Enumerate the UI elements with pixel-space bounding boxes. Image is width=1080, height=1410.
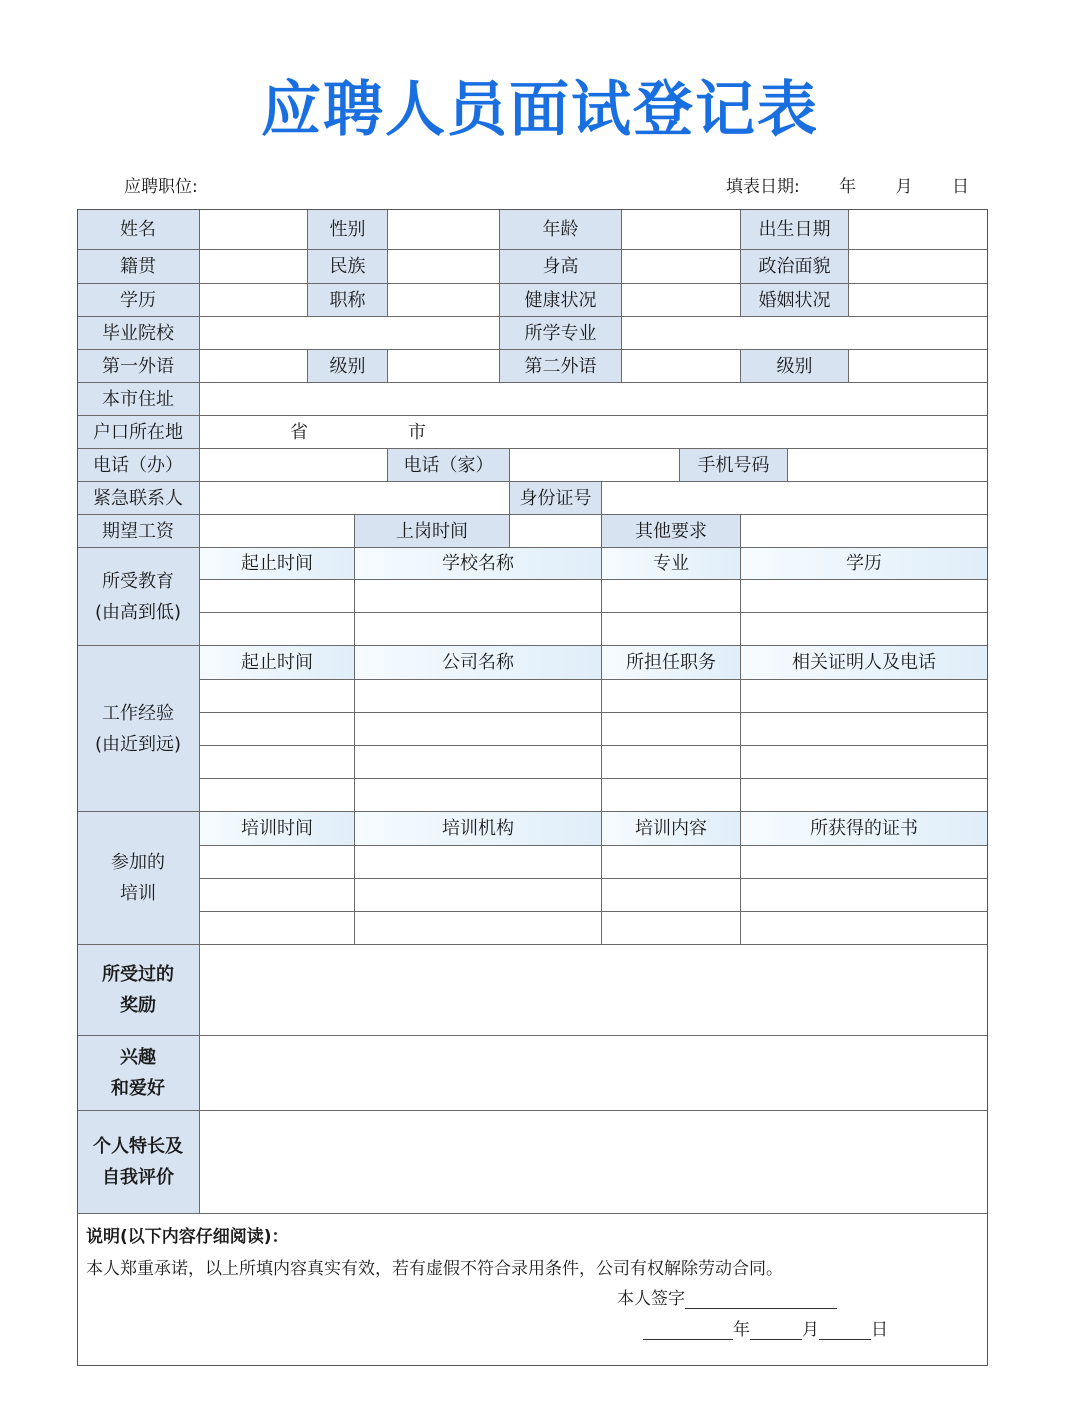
work-cell[interactable] xyxy=(741,680,988,713)
field-title[interactable] xyxy=(388,284,500,317)
field-lang1[interactable] xyxy=(200,350,308,383)
label-school: 毕业院校 xyxy=(77,317,200,350)
field-major[interactable] xyxy=(622,317,988,350)
date-month: 月 xyxy=(895,177,913,197)
registration-form xyxy=(77,209,988,1366)
training-cell[interactable] xyxy=(355,912,602,945)
training-label-2: 培训 xyxy=(120,883,156,904)
work-cell[interactable] xyxy=(200,713,355,746)
label-level1: 级别 xyxy=(308,350,388,383)
field-salary[interactable] xyxy=(200,515,355,548)
work-header: 起止时间 xyxy=(200,646,355,680)
field-height[interactable] xyxy=(622,250,741,284)
training-cell[interactable] xyxy=(355,846,602,879)
field-school[interactable] xyxy=(200,317,500,350)
work-cell[interactable] xyxy=(602,746,741,779)
field-other[interactable] xyxy=(741,515,988,548)
label-address: 本市住址 xyxy=(77,383,200,416)
field-education[interactable] xyxy=(200,284,308,317)
label-title: 职称 xyxy=(308,284,388,317)
field-level1[interactable] xyxy=(388,350,500,383)
note-title: 说明(以下内容仔细阅读)： xyxy=(86,1227,289,1247)
training-cell[interactable] xyxy=(741,879,988,912)
sign-month-field[interactable] xyxy=(750,1321,802,1340)
field-political[interactable] xyxy=(849,250,988,284)
training-label-1: 参加的 xyxy=(111,852,165,873)
training-section-label xyxy=(77,812,200,945)
label-ethnic: 民族 xyxy=(308,250,388,284)
work-cell[interactable] xyxy=(741,746,988,779)
label-name: 姓名 xyxy=(77,209,200,250)
self-eval-label-2: 自我评价 xyxy=(102,1167,174,1188)
hobbies-label-2: 和爱好 xyxy=(111,1078,165,1099)
education-label-1: 所受教育 xyxy=(102,570,174,592)
label-gender: 性别 xyxy=(308,209,388,250)
label-hukou: 户口所在地 xyxy=(77,416,200,449)
sign-year-label: 年 xyxy=(733,1320,750,1340)
field-address[interactable] xyxy=(200,383,988,416)
label-start: 上岗时间 xyxy=(355,515,510,548)
edu-cell[interactable] xyxy=(200,613,355,646)
field-birth[interactable] xyxy=(849,209,988,250)
field-phone-home[interactable] xyxy=(510,449,680,482)
edu-cell[interactable] xyxy=(355,580,602,613)
edu-header: 起止时间 xyxy=(200,548,355,580)
field-ethnic[interactable] xyxy=(388,250,500,284)
training-header: 培训内容 xyxy=(602,812,741,846)
label-id-number: 身份证号 xyxy=(510,482,602,515)
field-name[interactable] xyxy=(200,209,308,250)
work-cell[interactable] xyxy=(355,746,602,779)
training-cell[interactable] xyxy=(200,879,355,912)
date-year: 年 xyxy=(839,177,857,197)
work-section-label xyxy=(77,646,200,812)
work-cell[interactable] xyxy=(355,713,602,746)
label-other: 其他要求 xyxy=(602,515,741,548)
field-start[interactable] xyxy=(510,515,602,548)
position-label: 应聘职位: xyxy=(124,177,198,197)
edu-cell[interactable] xyxy=(741,613,988,646)
training-cell[interactable] xyxy=(355,879,602,912)
edu-cell[interactable] xyxy=(200,580,355,613)
work-cell[interactable] xyxy=(200,680,355,713)
edu-header: 专业 xyxy=(602,548,741,580)
awards-label-2: 奖励 xyxy=(120,995,156,1016)
edu-header: 学历 xyxy=(741,548,988,580)
work-cell[interactable] xyxy=(355,779,602,812)
training-header: 培训机构 xyxy=(355,812,602,846)
work-cell[interactable] xyxy=(355,680,602,713)
training-cell[interactable] xyxy=(602,846,741,879)
label-health: 健康状况 xyxy=(500,284,622,317)
signature-line[interactable] xyxy=(685,1290,837,1309)
field-id-number[interactable] xyxy=(602,482,988,515)
field-self-eval[interactable] xyxy=(200,1111,988,1214)
field-age[interactable] xyxy=(622,209,741,250)
note-body: 本人郑重承诺，以上所填内容真实有效，若有虚假不符合录用条件，公司有权解除劳动合同。 xyxy=(86,1259,783,1279)
work-cell[interactable] xyxy=(602,680,741,713)
label-political: 政治面貌 xyxy=(741,250,849,284)
label-emergency: 紧急联系人 xyxy=(77,482,200,515)
label-education: 学历 xyxy=(77,284,200,317)
date-label: 填表日期: xyxy=(726,177,800,197)
signature-row xyxy=(617,1284,837,1309)
form-title: 应聘人员面试登记表 xyxy=(261,75,819,145)
training-cell[interactable] xyxy=(741,846,988,879)
work-label-1: 工作经验 xyxy=(102,702,174,724)
label-marital: 婚姻状况 xyxy=(741,284,849,317)
training-cell[interactable] xyxy=(741,912,988,945)
work-cell[interactable] xyxy=(200,779,355,812)
field-native[interactable] xyxy=(200,250,308,284)
signature-label: 本人签字 xyxy=(617,1289,685,1309)
field-gender[interactable] xyxy=(388,209,500,250)
label-lang2: 第二外语 xyxy=(500,350,622,383)
training-header: 所获得的证书 xyxy=(741,812,988,846)
fill-date xyxy=(726,172,969,197)
label-age: 年龄 xyxy=(500,209,622,250)
edu-header: 学校名称 xyxy=(355,548,602,580)
hobbies-label xyxy=(77,1036,200,1111)
declaration-note xyxy=(77,1214,988,1366)
label-phone-home: 电话（家） xyxy=(388,449,510,482)
training-cell[interactable] xyxy=(200,846,355,879)
edu-cell[interactable] xyxy=(355,613,602,646)
field-level2[interactable] xyxy=(849,350,988,383)
sign-month-label: 月 xyxy=(802,1320,819,1340)
field-awards[interactable] xyxy=(200,945,988,1036)
edu-cell[interactable] xyxy=(741,580,988,613)
label-mobile: 手机号码 xyxy=(680,449,788,482)
label-major: 所学专业 xyxy=(500,317,622,350)
label-height: 身高 xyxy=(500,250,622,284)
sign-day-field[interactable] xyxy=(819,1321,871,1340)
edu-cell[interactable] xyxy=(602,613,741,646)
work-header: 公司名称 xyxy=(355,646,602,680)
training-cell[interactable] xyxy=(602,912,741,945)
hobbies-label-1: 兴趣 xyxy=(120,1047,156,1068)
field-lang2[interactable] xyxy=(622,350,741,383)
province-label: 省 xyxy=(290,421,308,443)
field-health[interactable] xyxy=(622,284,741,317)
label-birth: 出生日期 xyxy=(741,209,849,250)
awards-label xyxy=(77,945,200,1036)
training-header: 培训时间 xyxy=(200,812,355,846)
field-hobbies[interactable] xyxy=(200,1036,988,1111)
work-cell[interactable] xyxy=(200,746,355,779)
sign-year-field[interactable] xyxy=(643,1321,733,1340)
field-marital[interactable] xyxy=(849,284,988,317)
sign-date-row xyxy=(643,1315,888,1340)
city-label: 市 xyxy=(408,421,426,443)
work-cell[interactable] xyxy=(741,779,988,812)
self-eval-label-1: 个人特长及 xyxy=(93,1136,183,1157)
label-salary: 期望工资 xyxy=(77,515,200,548)
work-header: 所担任职务 xyxy=(602,646,741,680)
sign-day-label: 日 xyxy=(871,1320,888,1340)
label-lang1: 第一外语 xyxy=(77,350,200,383)
work-cell[interactable] xyxy=(602,713,741,746)
training-cell[interactable] xyxy=(200,912,355,945)
work-cell[interactable] xyxy=(741,713,988,746)
field-phone-office[interactable] xyxy=(200,449,388,482)
edu-cell[interactable] xyxy=(602,580,741,613)
work-label-2: (由近到远) xyxy=(94,733,182,755)
work-header: 相关证明人及电话 xyxy=(741,646,988,680)
label-phone-office: 电话（办） xyxy=(77,449,200,482)
field-hukou[interactable] xyxy=(200,416,988,449)
training-cell[interactable] xyxy=(602,879,741,912)
awards-label-1: 所受过的 xyxy=(102,964,174,985)
field-mobile[interactable] xyxy=(788,449,988,482)
education-section-label xyxy=(77,548,200,646)
label-level2: 级别 xyxy=(741,350,849,383)
self-eval-label xyxy=(77,1111,200,1214)
label-native: 籍贯 xyxy=(77,250,200,284)
education-label-2: (由高到低) xyxy=(94,601,182,623)
work-cell[interactable] xyxy=(602,779,741,812)
date-day: 日 xyxy=(951,177,969,197)
field-emergency[interactable] xyxy=(200,482,510,515)
